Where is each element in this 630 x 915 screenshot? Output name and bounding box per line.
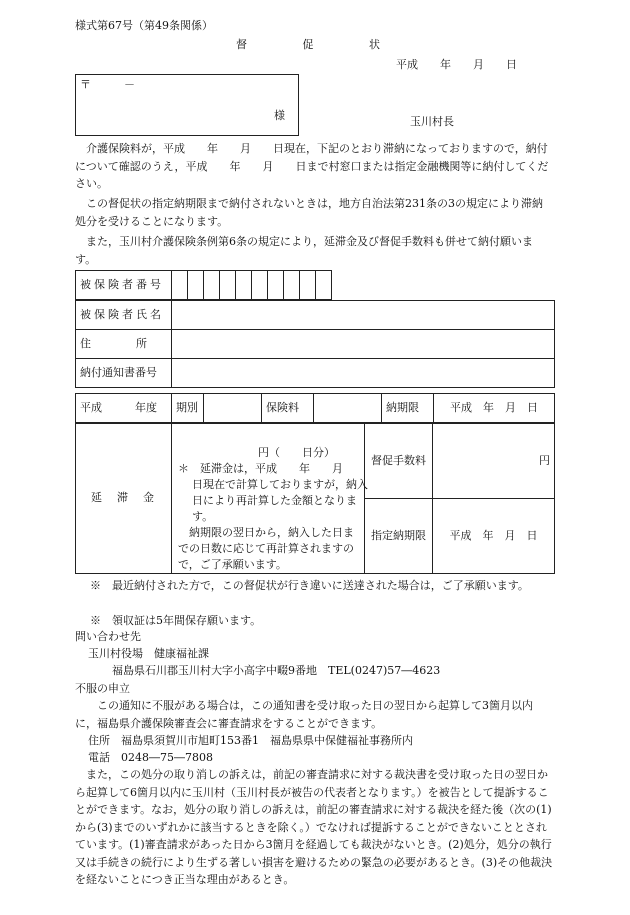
appeal-address: 住所 福島県須賀川市旭町153番1 福島県県中保健福祉事務所内: [88, 734, 413, 747]
period-label: 期別: [172, 394, 204, 423]
issue-date: 平成 年 月 日: [396, 58, 517, 71]
premium-value: [314, 394, 382, 423]
digit-cell: [284, 271, 300, 300]
body-paragraph-3: また，玉川村介護保険条例第6条の規定により，延滞金及び督促手数料も併せて納付願います。: [75, 235, 533, 266]
notice-number-label: 納付通知書番号: [76, 359, 172, 388]
postal-code: 〒 －: [80, 78, 135, 91]
payment-period-table: [75, 393, 555, 423]
appeal-heading: 不服の申立: [75, 682, 130, 695]
digit-cell: [300, 271, 316, 300]
title-char-2: 促: [302, 38, 314, 51]
late-fee-note-2: 納期限の翌日から，納入した日までの日数に応じて再計算されますので，ご了承願います。: [178, 526, 354, 571]
due-date-value: 平成 年 月 日: [434, 394, 555, 423]
insured-name-label: 被保険者氏名: [76, 301, 172, 330]
period-value: [204, 394, 262, 423]
digit-cell: [236, 271, 252, 300]
insured-number-label: 被保険者番号: [76, 271, 172, 300]
appeal-paragraph-1: この通知に不服がある場合は，この通知書を受け取った日の翌日から起算して3箇月以内に，福島県介護保険審査会に審査請求をすることができます。: [75, 699, 533, 730]
late-fee-label: 延 滞 金: [76, 424, 172, 574]
address-label: 住 所: [76, 330, 172, 359]
inquiry-office: 玉川村役場 健康福祉課: [88, 647, 209, 660]
blank-cell: [332, 271, 556, 300]
note-1: ※ 最近納付された方で，この督促状が行き違いに送達された場合は，ご了承願います。: [90, 579, 529, 592]
inquiry-address: 福島県石川郡玉川村大字小高字中畷9番地 TEL(0247)57―4623: [112, 664, 441, 677]
fiscal-year-label: 平成 年度: [76, 394, 172, 423]
body-paragraph-1: 介護保険料が，平成 年 月 日現在，下記のとおり滞納になっておりますので，納付について確認のうえ，平成 年 月 日まで村窓口または指定金融機関等に納付してください。: [75, 142, 549, 190]
digit-cell: [316, 271, 332, 300]
digit-cell: [252, 271, 268, 300]
fee-label: 督促手数料: [365, 424, 433, 499]
digit-cell: [268, 271, 284, 300]
late-fee-amount: 円（ 日分）: [258, 446, 335, 459]
inquiry-heading: 問い合わせ先: [75, 630, 141, 643]
designated-due-label: 指定納期限: [365, 499, 433, 574]
insured-name-value: [172, 301, 555, 330]
due-date-label: 納期限: [382, 394, 434, 423]
form-number: 様式第67号（第49条関係）: [75, 19, 213, 32]
premium-label: 保険料: [262, 394, 314, 423]
address-value: [172, 330, 555, 359]
designated-due-value: 平成 年 月 日: [433, 499, 555, 574]
digit-cell: [188, 271, 204, 300]
fee-unit: 円: [433, 424, 555, 499]
insured-info-table: [75, 270, 555, 300]
address-box: [75, 74, 299, 136]
notice-number-value: [172, 359, 555, 388]
issuer: 玉川村長: [410, 115, 454, 128]
digit-cell: [204, 271, 220, 300]
late-fee-note-1: ＊ 延滞金は，平成 年 月 日現在で計算しておりますが，納入日により再計算した金額となります。: [178, 462, 368, 523]
insured-detail-table: [75, 300, 555, 388]
title-char-1: 督: [236, 38, 247, 51]
body-paragraph-2: この督促状の指定納期限まで納付されないときは，地方自治法第231条の3の規定により滞納処分を受けることになります。: [75, 197, 543, 228]
document-title: [236, 37, 380, 54]
digit-cell: [172, 271, 188, 300]
recipient-suffix: 様: [274, 109, 285, 122]
digit-cell: [220, 271, 236, 300]
appeal-tel: 電話 0248―75―7808: [88, 751, 213, 764]
appeal-paragraph-2: また，この処分の取り消しの訴えは，前記の審査請求に対する裁決書を受け取った日の翌日から起算して6箇月以内に玉川村（玉川村長が被告の代表者となります。）を被告として提訴することができます。なお，処分の取り消しの訴えは，前記の審査請求に対する裁決を経た後（次の(1)から(3)までのいずれかに該当するときを除く。）でなければ提訴することができないこととされています。(1)審査請求があった日から3箇月を経過しても裁決がないとき。(2)処分，処分の執行又は手続きの続行により生ずる著しい損害を避けるための緊急の必要があるとき。(3)その他裁決を経ないことにつき正当な理由があるとき。: [75, 768, 553, 886]
note-2: ※ 領収証は5年間保存願います。: [90, 614, 262, 627]
title-char-3: 状: [369, 38, 380, 51]
